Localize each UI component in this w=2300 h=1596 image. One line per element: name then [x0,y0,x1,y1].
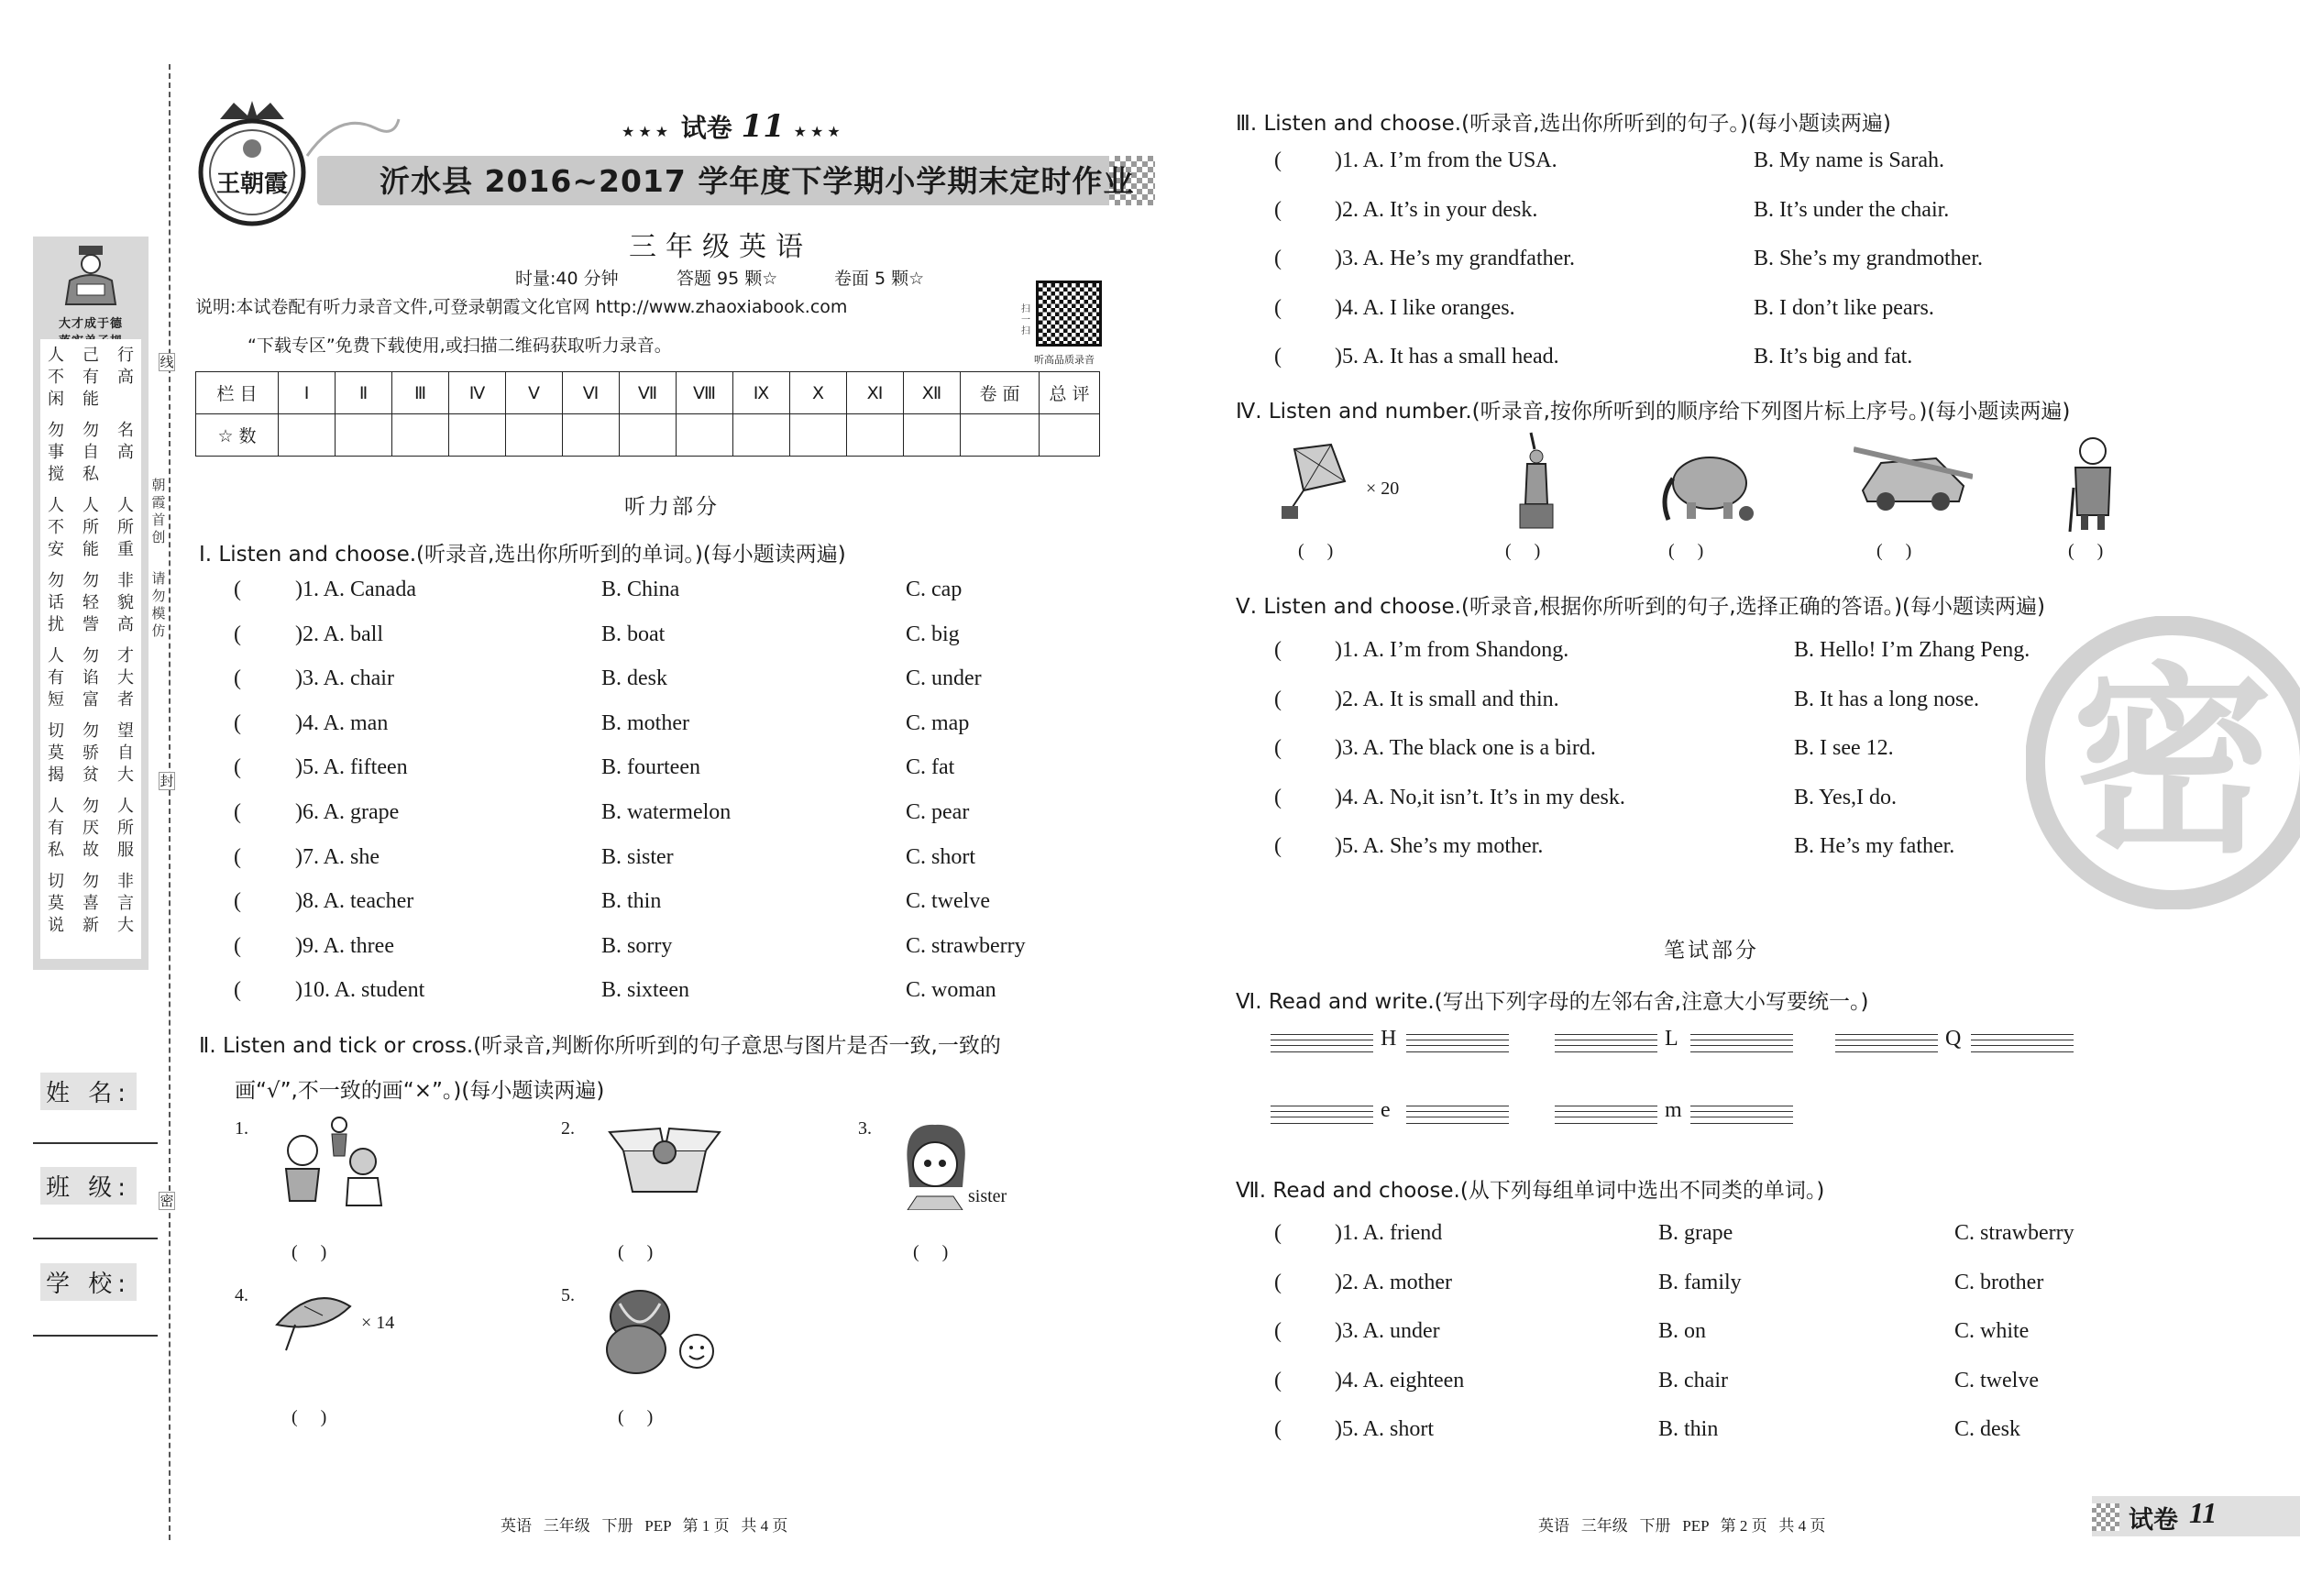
answer-stars: 答题 95 颗☆ [677,269,778,289]
score-input-cell[interactable] [847,414,904,457]
motto-panel [33,237,149,970]
score-header-cell: 总 评 [1040,372,1100,414]
option-a: )5. A. She’s my mother. [1335,834,1544,858]
option-c: C. twelve [906,889,990,914]
given-letter: H [1381,1027,1397,1051]
option-a: )9. A. three [295,933,394,958]
option-a: )2. A. ball [295,622,383,646]
answer-paren[interactable]: ( [1274,295,1282,320]
option-c: C. short [906,844,976,869]
score-header-cell: Ⅹ [790,372,847,414]
motto-text [40,339,141,959]
score-input-cell[interactable] [506,414,563,457]
option-a: )3. A. under [1335,1319,1440,1343]
grandfather-picture [2061,433,2125,538]
option-c: C. cap [906,578,963,601]
class-label: 班 级: [40,1167,137,1205]
option-c: C. desk [1954,1417,2020,1441]
option-c: C. strawberry [906,933,1026,958]
cut-mark-middle: 封 [160,773,174,789]
answer-paren[interactable]: ( [1274,197,1282,222]
score-row-label: ☆ 数 [196,414,279,457]
writing-line-right[interactable] [1406,1106,1509,1124]
scholar-figure-icon [61,244,121,313]
kite-picture [268,1288,359,1357]
picture-answer[interactable]: ( ) [1876,541,1912,561]
qr-code[interactable] [1036,281,1102,347]
answer-paren[interactable]: ( [234,933,241,958]
option-b: B. thin [601,889,662,914]
option-b: B. chair [1658,1368,1728,1392]
motto-column: 非貌高 [117,571,134,634]
school-field[interactable] [33,1335,158,1337]
side-note-1: 朝 霞 首 创 [151,477,166,545]
answer-paren[interactable]: ( [1274,1368,1282,1392]
picture-5-number: 5. [561,1285,575,1305]
elephant-picture [1659,442,1760,529]
option-a: )3. A. He’s my grandfather. [1335,247,1575,270]
option-b: B. sorry [601,933,673,958]
section5-heading: Ⅴ. Listen and choose.(听录音,根据你所听到的句子,选择正确的答语。)(每小题读两遍) [1236,595,2046,619]
score-header-cell: Ⅰ [279,372,336,414]
writing-line-left[interactable] [1555,1034,1657,1052]
kite-picture-2 [1276,440,1368,527]
section1-heading: Ⅰ. Listen and choose.(听录音,选出你所听到的单词。)(每小题读两遍) [199,543,846,567]
score-header-cell: Ⅺ [847,372,904,414]
score-input-cell[interactable] [961,414,1040,457]
option-a: )6. A. grape [295,800,400,824]
given-letter: Q [1945,1027,1962,1051]
answer-paren[interactable]: ( [234,844,241,869]
option-c: C. pear [906,800,970,824]
children-playing-picture [275,1114,399,1219]
picture-2-number: 2. [561,1118,575,1139]
option-c: C. map [906,710,970,735]
brand-logo [193,101,312,234]
option-b: B. It has a long nose. [1794,687,1979,711]
kite-count-4: × 14 [361,1313,395,1333]
option-b: B. boat [601,622,666,646]
score-header-cell: Ⅲ [392,372,449,414]
section7-heading: Ⅶ. Read and choose.(从下列每组单词中选出不同类的单词。) [1236,1179,1825,1203]
score-header-cell: Ⅴ [506,372,563,414]
note-line-2: “下载专区”免费下载使用,或扫描二维码获取听力录音。 [248,336,672,356]
option-c: C. fat [906,755,955,780]
subject-title: 三年级英语 [629,231,812,263]
option-a: )1. A. friend [1335,1221,1443,1245]
name-label: 姓 名: [40,1073,137,1110]
writing-line-left[interactable] [1271,1106,1373,1124]
writing-line-left[interactable] [1271,1034,1373,1052]
option-b: B. Yes,I do. [1794,785,1898,809]
answer-paren[interactable]: ( [234,666,241,691]
motto-column: 望自大 [117,721,134,785]
option-a: )2. A. mother [1335,1270,1452,1294]
badge-label: 试卷 [2129,1506,2178,1535]
picture-answer[interactable]: ( ) [1505,541,1541,561]
option-b: B. sixteen [601,978,689,1003]
score-header-cell: Ⅸ [733,372,790,414]
kite-count-20: × 20 [1366,479,1400,499]
confidential-stamp [2026,616,2300,909]
score-input-cell[interactable] [790,414,847,457]
answer-paren[interactable]: ( [234,800,241,824]
option-b: B. It’s big and fat. [1754,345,1913,369]
footer-badge [2092,1496,2300,1536]
picture-5-answer[interactable]: ( ) [618,1407,654,1427]
class-field[interactable] [33,1238,158,1239]
score-header-cell: Ⅶ [620,372,677,414]
ball-in-box-picture [605,1123,724,1201]
option-a: )8. A. teacher [295,889,414,914]
answer-paren[interactable]: ( [1274,1270,1282,1294]
cut-mark-bottom: 密 [160,1193,174,1209]
score-input-cell[interactable] [392,414,449,457]
footer-right: 英语 三年级 下册 PEP 第 2 页 共 4 页 [1538,1517,1826,1535]
toy-car-picture [1854,445,1973,523]
answer-paren[interactable]: ( [234,755,241,780]
option-b: B. Hello! I’m Zhang Peng. [1794,638,2030,662]
option-b: B. fourteen [601,755,700,780]
option-b: B. I don’t like pears. [1754,295,1934,320]
answer-paren[interactable]: ( [1274,1221,1282,1245]
score-input-cell[interactable] [733,414,790,457]
option-a: )5. A. short [1335,1417,1434,1441]
school-label: 学 校: [40,1263,137,1301]
motto-column: 勿话扰 [48,571,64,634]
badge-checker [2092,1503,2119,1531]
section4-heading: Ⅳ. Listen and number.(听录音,按你所听到的顺序给下列图片标上序号。)(每小题读两遍) [1236,400,2071,424]
option-c: C. twelve [1954,1368,2039,1392]
exam-title: 沂水县 2016~2017 学年度下学期小学期末定时作业 [380,163,1135,199]
option-b: B. desk [601,666,667,691]
option-b: B. family [1658,1270,1742,1294]
option-c: C. under [906,666,982,691]
answer-paren[interactable]: ( [1274,785,1282,809]
motto-column: 人不安 [48,496,64,559]
picture-answer[interactable]: ( ) [1668,541,1704,561]
option-a: )1. A. Canada [295,578,416,601]
option-b: B. She’s my grandmother. [1754,247,1983,270]
option-b: B. thin [1658,1417,1719,1441]
section2-heading-line2: 画“√”,不一致的画“×”。)(每小题读两遍) [235,1079,605,1103]
cut-mark-top: 线 [160,354,174,370]
option-a: )4. A. No,it isn’t. It’s in my desk. [1335,785,1625,809]
watermelon-picture [601,1285,721,1381]
option-b: B. watermelon [601,800,732,824]
writing-line-right[interactable] [1690,1034,1793,1052]
given-letter: m [1665,1098,1682,1122]
option-b: B. It’s under the chair. [1754,197,1950,222]
motto-column: 人所服 [117,797,134,860]
score-input-cell[interactable] [620,414,677,457]
score-input-cell[interactable] [279,414,336,457]
score-input-cell[interactable] [677,414,733,457]
option-b: B. on [1658,1319,1707,1343]
side-note-2: 请 勿 模 仿 [151,570,166,639]
motto-column: 人有私 [48,797,64,860]
answer-paren[interactable]: ( [1274,1319,1282,1343]
option-c: C. white [1954,1319,2030,1343]
motto-column: 勿谄富 [83,646,99,710]
writing-line-right[interactable] [1971,1034,2074,1052]
answer-paren[interactable]: ( [1274,834,1282,858]
score-input-cell[interactable] [1040,414,1100,457]
time-limit: 时量:40 分钟 [515,269,619,289]
option-a: )2. A. It is small and thin. [1335,687,1559,711]
motto-column: 名高 [117,421,134,462]
section6-heading: Ⅵ. Read and write.(写出下列字母的左邻右舍,注意大小写要统一。) [1236,990,1869,1014]
note-line-1: 说明:本试卷配有听力录音文件,可登录朝霞文化官网 http://www.zhaoxiabook.com [195,297,848,317]
picture-answer[interactable]: ( ) [1298,541,1334,561]
option-a: )4. A. eighteen [1335,1368,1465,1392]
qr-caption: 听高品质录音 [1034,354,1095,366]
score-input-cell[interactable] [904,414,961,457]
sister-face-picture [898,1123,972,1215]
option-a: )1. A. I’m from the USA. [1335,149,1557,172]
paper-number: ★★★ 试卷 11 ★★★ [622,108,844,145]
score-input-cell[interactable] [449,414,506,457]
option-b: B. sister [601,844,674,869]
answer-paren[interactable]: ( [234,578,241,601]
motto-column: 人所能 [83,496,99,559]
motto-column: 才大者 [117,646,134,710]
stamp-text: 密 [2071,645,2273,880]
score-header-cell: Ⅵ [563,372,620,414]
brand-name: 王朝霞 [215,171,288,198]
writing-line-left[interactable] [1835,1034,1938,1052]
writing-line-right[interactable] [1406,1034,1509,1052]
section3-heading: Ⅲ. Listen and choose.(听录音,选出你所听到的句子。)(每小题读两遍) [1236,112,1891,136]
footer-left: 英语 三年级 下册 PEP 第 1 页 共 4 页 [501,1517,788,1535]
option-c: C. strawberry [1954,1221,2074,1245]
score-header-cell: 栏 目 [196,372,279,414]
given-letter: e [1381,1098,1391,1122]
picture-2-answer[interactable]: ( ) [618,1242,654,1262]
score-header-cell: Ⅻ [904,372,961,414]
score-input-cell[interactable] [563,414,620,457]
option-a: )4. A. I like oranges. [1335,295,1515,320]
picture-answer[interactable]: ( ) [2068,541,2104,561]
answer-paren[interactable]: ( [234,622,241,646]
score-header-cell: Ⅳ [449,372,506,414]
answer-paren[interactable]: ( [1274,638,1282,662]
motto-column: 勿事搅 [48,421,64,484]
option-a: )4. A. man [295,710,389,735]
option-b: B. mother [601,710,689,735]
motto-heading-1: 大才成于德 [58,317,123,331]
motto-column: 勿喜新 [83,872,99,935]
option-a: )7. A. she [295,844,380,869]
motto-column: 勿自私 [83,421,99,484]
name-field[interactable] [33,1142,158,1144]
motto-column: 行高 [117,346,134,387]
score-header-cell: Ⅱ [336,372,392,414]
badge-number: 11 [2189,1496,2217,1529]
option-a: )2. A. It’s in your desk. [1335,197,1538,222]
picture-1-number: 1. [235,1118,248,1139]
sister-caption: sister [968,1186,1007,1206]
writing-line-left[interactable] [1555,1106,1657,1124]
cut-line [169,64,171,1540]
motto-column: 切莫揭 [48,721,64,785]
answer-paren[interactable]: ( [1274,736,1282,760]
option-a: )5. A. It has a small head. [1335,345,1559,369]
motto-column: 勿厌故 [83,797,99,860]
option-b: B. He’s my father. [1794,834,1955,858]
qr-side-text: 扫 一 扫 [1021,304,1030,336]
option-b: B. I see 12. [1794,736,1894,760]
neat-stars: 卷面 5 颗☆ [834,269,925,289]
listening-section-title: 听力部分 [624,495,720,519]
option-a: )3. A. chair [295,666,394,691]
motto-column: 己有能 [83,346,99,409]
picture-1-answer[interactable]: ( ) [292,1242,327,1262]
score-table [195,371,1100,457]
score-header-cell: Ⅷ [677,372,733,414]
option-c: C. big [906,622,960,646]
writing-line-right[interactable] [1690,1106,1793,1124]
given-letter: L [1665,1027,1678,1051]
answer-paren[interactable]: ( [1274,149,1282,172]
picture-4-answer[interactable]: ( ) [292,1407,327,1427]
picture-3-answer[interactable]: ( ) [913,1242,949,1262]
motto-column: 人有短 [48,646,64,710]
motto-column: 勿轻訾 [83,571,99,634]
writing-section-title: 笔试部分 [1664,939,1759,963]
option-a: )3. A. The black one is a bird. [1335,736,1596,760]
answer-paren[interactable]: ( [1274,687,1282,711]
option-b: B. grape [1658,1221,1733,1245]
answer-paren[interactable]: ( [234,710,241,735]
score-header-cell: 卷 面 [961,372,1040,414]
answer-paren[interactable]: ( [234,889,241,914]
motto-column: 非言大 [117,872,134,935]
motto-column: 人所重 [117,496,134,559]
option-a: )10. A. student [295,978,425,1003]
motto-column: 人不闲 [48,346,64,409]
answer-paren[interactable]: ( [234,978,241,1003]
option-c: C. brother [1954,1270,2044,1294]
statue-of-liberty-picture [1503,431,1568,536]
answer-paren[interactable]: ( [1274,247,1282,270]
picture-4-number: 4. [235,1285,248,1305]
option-a: )1. A. I’m from Shandong. [1335,638,1569,662]
section2-heading-line1: Ⅱ. Listen and tick or cross.(听录音,判断你所听到的句子意思与图片是否一致,一致的 [199,1034,1001,1058]
answer-paren[interactable]: ( [1274,345,1282,369]
answer-paren[interactable]: ( [1274,1417,1282,1441]
option-b: B. My name is Sarah. [1754,149,1944,172]
option-a: )5. A. fifteen [295,755,408,780]
option-c: C. woman [906,978,996,1003]
picture-3-number: 3. [858,1118,872,1139]
score-input-cell[interactable] [336,414,392,457]
motto-column: 勿骄贫 [83,721,99,785]
option-b: B. China [601,578,680,601]
motto-column: 切莫说 [48,872,64,935]
